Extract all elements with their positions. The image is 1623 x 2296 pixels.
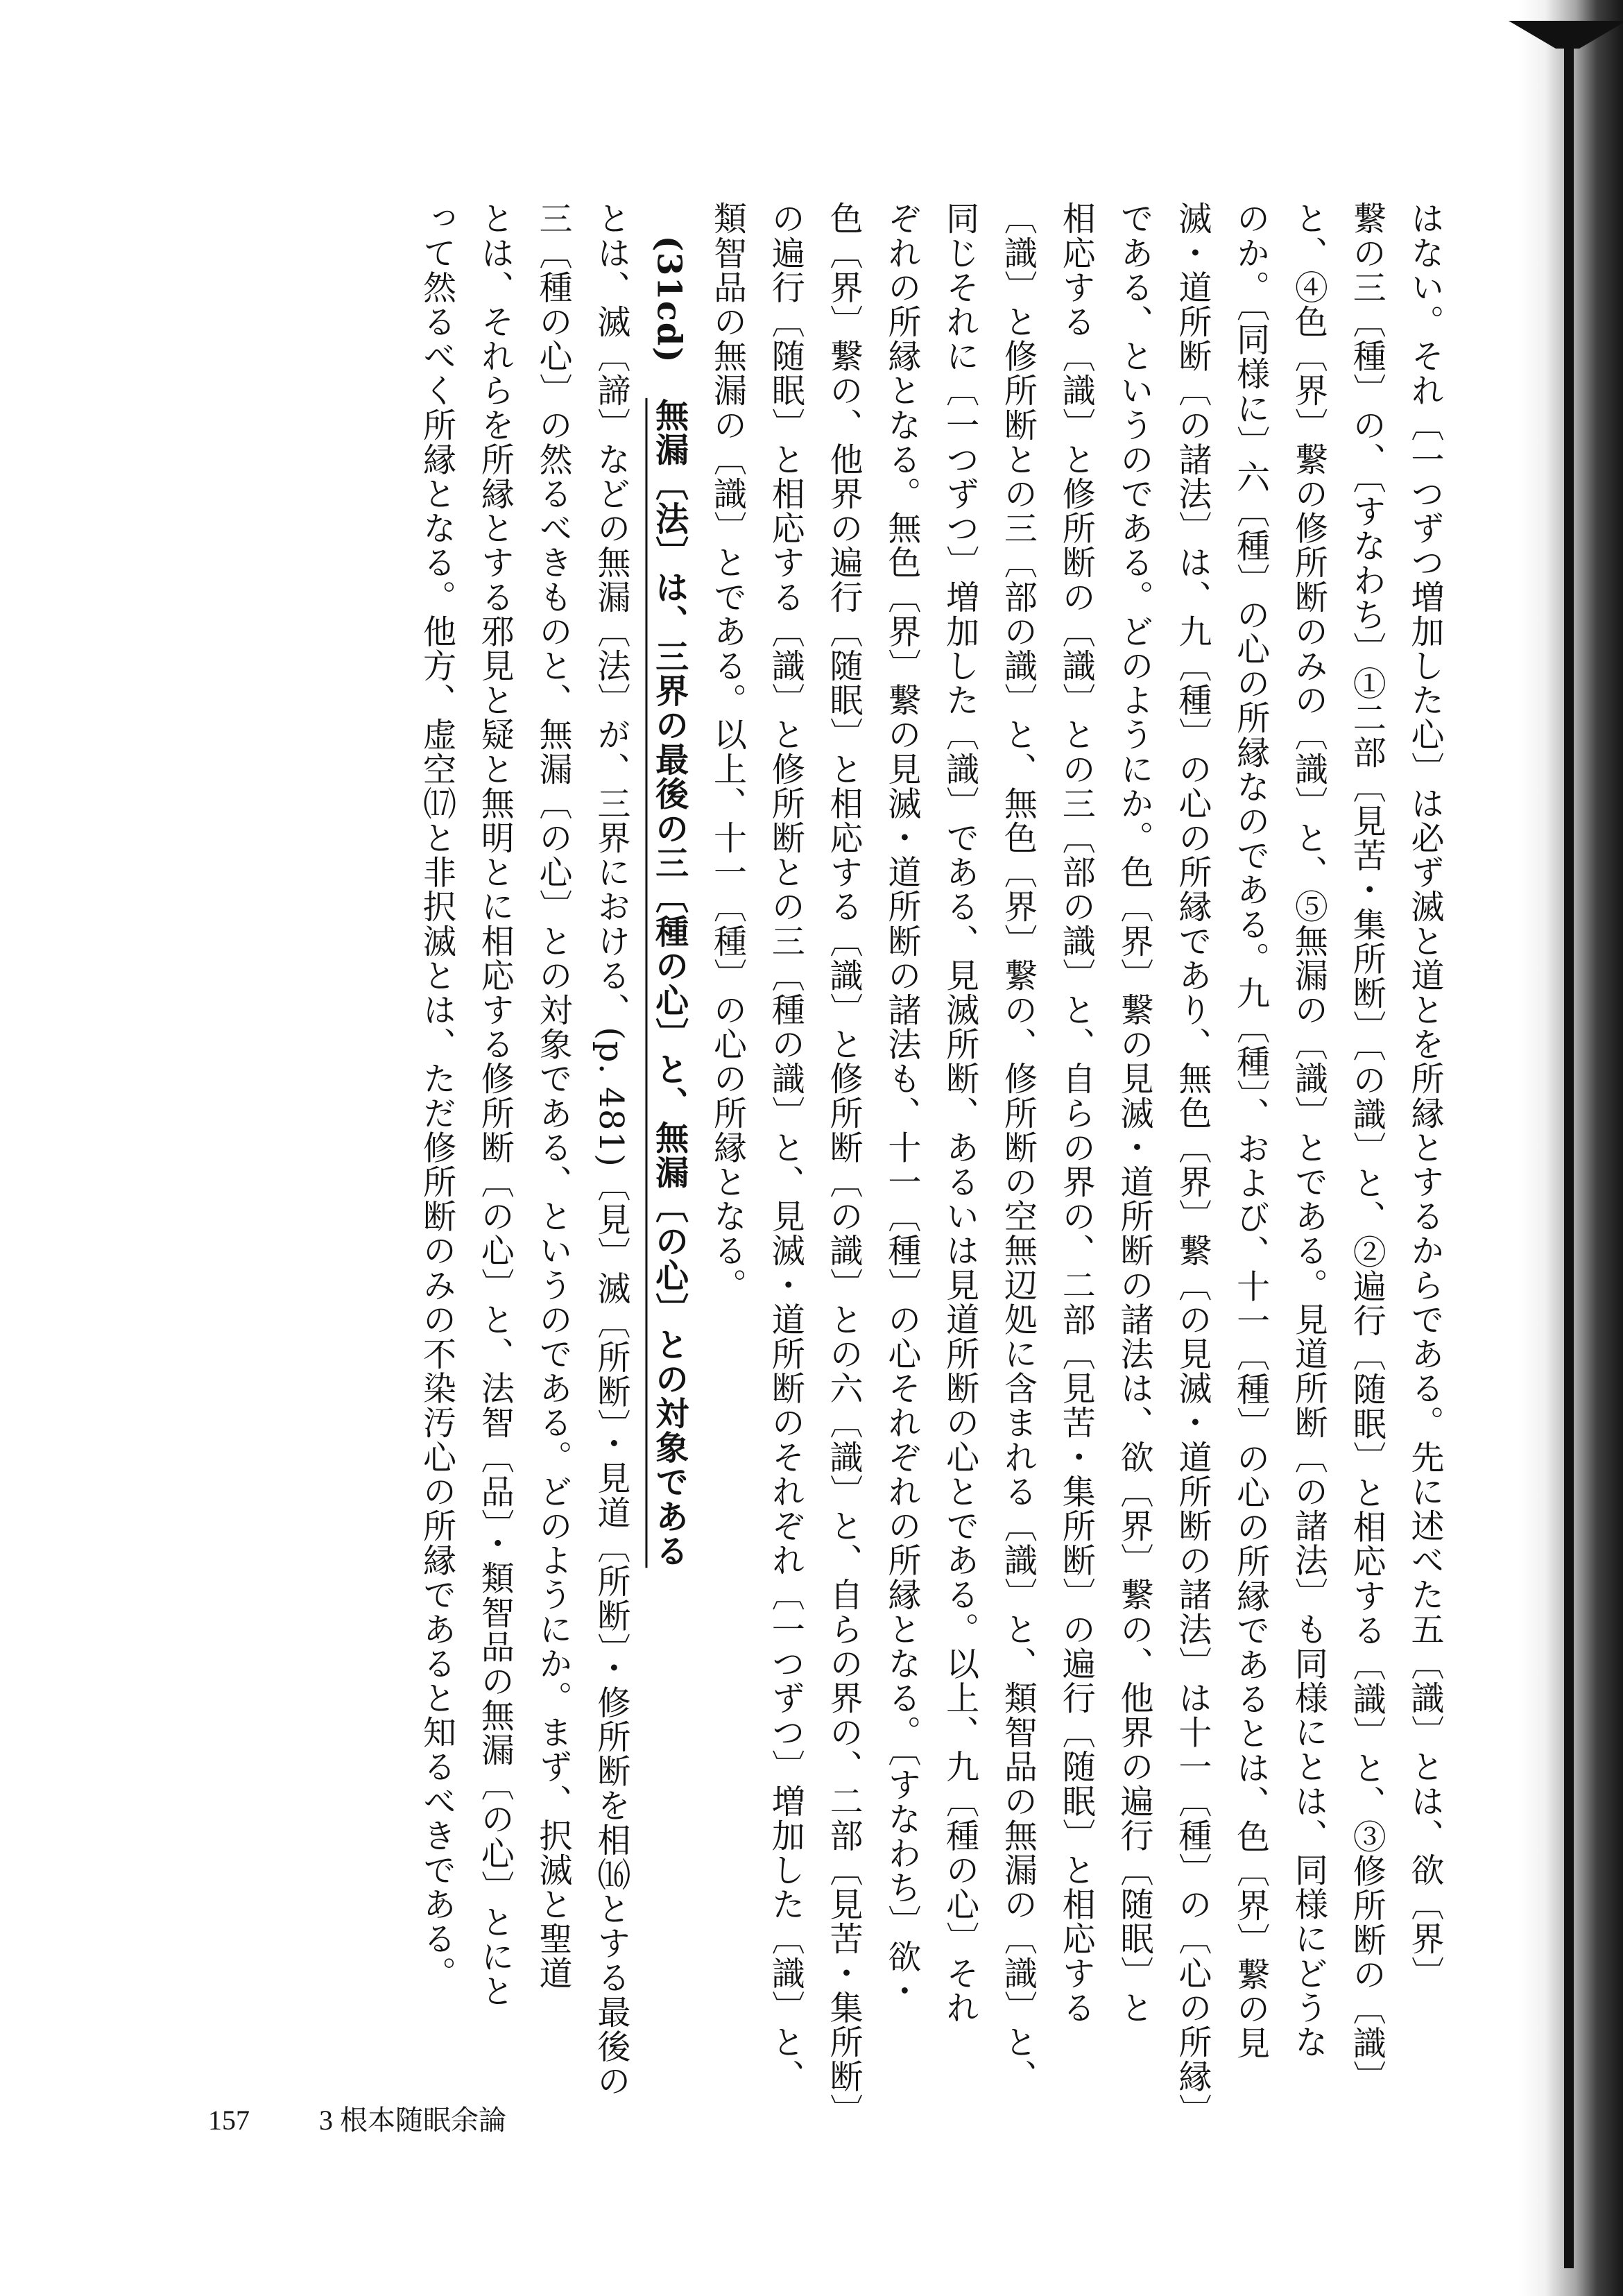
text-line: 三〔種の心〕の然るべきものと、無漏〔の心〕との対象である、というのである。どのようにか。まず、択滅と聖道 <box>533 201 573 1991</box>
text-line: 〔識〕と修所断との三〔部の識〕と、無色〔界〕繋の、修所断の空無辺処に含まれる〔識〕と、類智品の無漏の〔識〕と、 <box>998 201 1038 2093</box>
text-line: 類智品の無漏の〔識〕とである。以上、十一〔種〕の心の所縁となる。 <box>707 201 747 1303</box>
page-number: 157 <box>208 2105 250 2136</box>
text-line: と、④色〔界〕繋の修所断のみの〔識〕と、⑤無漏の〔識〕とである。見道所断〔の諸法〕も同様にとは、同様にどうな <box>1289 201 1328 2059</box>
text-line: 同じそれに〔一つずつ〕増加した〔識〕である、見滅所断、あるいは見道所断の心とである。以上、九〔種の心〕それ <box>940 201 979 2025</box>
text-line: である、というのである。どのようにか。色〔界〕繋の見滅・道所断の諸法は、欲〔界〕繋の、他界の遍行〔随眠〕と <box>1115 201 1154 2025</box>
heading-number: (31cd) <box>649 235 689 364</box>
page-binding-edge <box>1564 28 1574 2268</box>
section-heading <box>639 201 698 1949</box>
heading-text: 無漏〔法〕は、三界の最後の三〔種の心〕と、無漏〔の心〕との対象である <box>649 397 689 1568</box>
page-footer <box>208 2098 506 2138</box>
text-line: とは、滅〔諦〕などの無漏〔法〕が、三界における、(p. 481)〔見〕滅〔所断〕・見道〔所断〕・修所断を相⒃とする最後の <box>591 201 630 2098</box>
text-line: のか。〔同様に〕六〔種〕の心の所縁なのである。九〔種〕、および、十一〔種〕の心の所縁であるとは、色〔界〕繋の見 <box>1230 201 1270 2060</box>
text-line: ぞれの所縁となる。無色〔界〕繋の見滅・道所断の諸法も、十一〔種〕の心それぞれの所縁となる。〔すなわち〕欲・ <box>882 201 921 2008</box>
text-line: 色〔界〕繋の、他界の遍行〔随眠〕と相応する〔識〕と修所断〔の識〕との六〔識〕と、自らの界の、二部〔見苦・集所断〕 <box>824 201 864 2128</box>
text-line: って然るべく所縁となる。他方、虚空⒄と非択滅とは、ただ修所断のみの不染汚心の所縁であると知るべきである。 <box>417 201 456 1991</box>
text-line: の遍行〔随眠〕と相応する〔識〕と修所断との三〔種の識〕と、見滅・道所断のそれぞれ〔一つずつ〕増加した〔識〕と、 <box>766 201 805 2093</box>
running-footer-title: 3 根本随眠余論 <box>319 2105 506 2136</box>
text-line: はない。それ〔一つずつ増加した心〕は必ず滅と道とを所縁とするからである。先に述べた五〔識〕とは、欲〔界〕 <box>1405 201 1444 1991</box>
text-line: とは、それらを所縁とする邪見と疑と無明とに相応する修所断〔の心〕と、法智〔品〕・類智品の無漏〔の心〕とにと <box>475 201 515 2008</box>
text-line: 滅・道所断〔の諸法〕は、九〔種〕の心の所縁であり、無色〔界〕繋〔の見滅・道所断の諸法〕は十一〔種〕の〔心の所縁〕 <box>1172 201 1212 2128</box>
text-line: 繋の三〔種〕の、〔すなわち〕①二部〔見苦・集所断〕〔の識〕と、②遍行〔随眠〕と相応する〔識〕と、③修所断の〔識〕 <box>1347 201 1386 2095</box>
text-line: 相応する〔識〕と修所断の〔識〕との三〔部の識〕と、自らの界の、二部〔見苦・集所断〕の遍行〔随眠〕と相応する <box>1056 201 1096 2025</box>
